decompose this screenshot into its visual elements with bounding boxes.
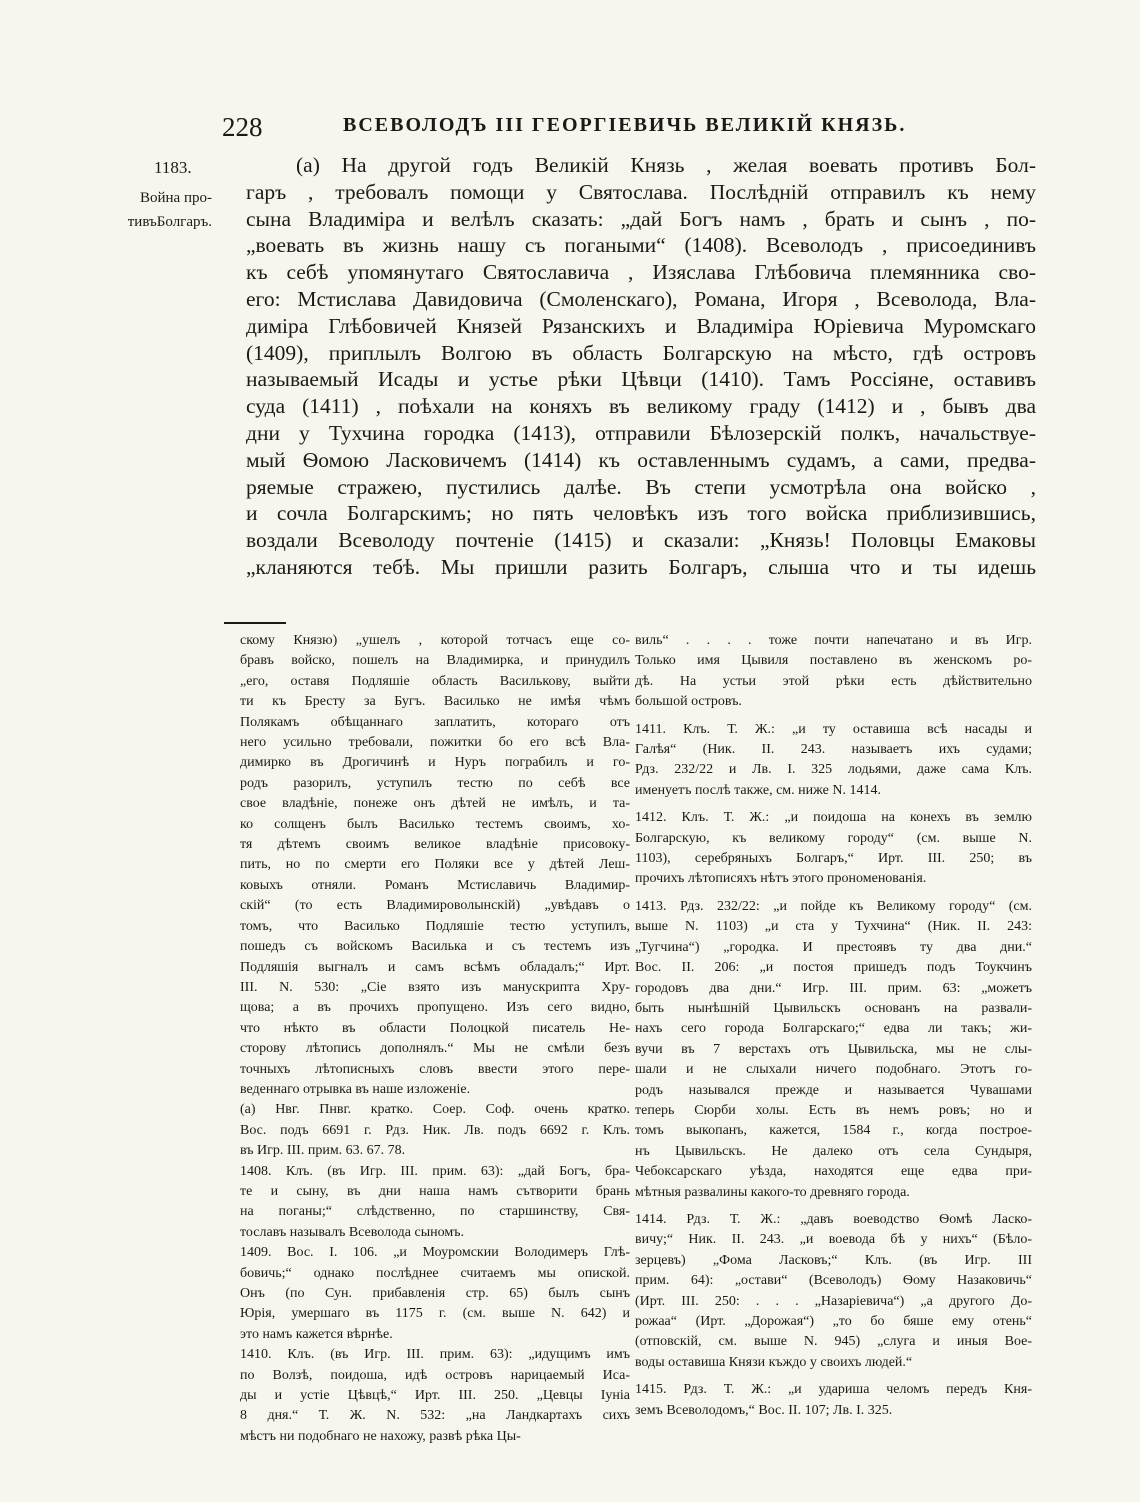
- footnote-line: нахъ сего города Болгарскаго;“ едва ли такъ; жи-: [635, 1021, 1032, 1037]
- footnote-line: родъ назывался прежде и называется Чувашами: [635, 1082, 1032, 1098]
- main-text-line: (1409), приплылъ Волгою въ область Болгарскую на мѣсто, гдѣ островъ: [246, 340, 1036, 365]
- footnote-line: на поганы;“ слѣдственно, по старшинству, Свя-: [240, 1204, 630, 1220]
- footnote-line: (отповскій, см. выше N. 945) „слуга и иныя Вое-: [635, 1334, 1032, 1350]
- footnote-line: тя дѣтемъ своимъ великое владѣніе присовоку-: [240, 837, 630, 853]
- footnote-line: теперь Сюрби холы. Есть въ немъ ровъ; но и: [635, 1102, 1032, 1118]
- footnote-line: те и сыну, въ дни наша намъ сътворити брань: [240, 1183, 630, 1199]
- footnote-line: него усильно требовали, пожитки бо его всѣ Вла-: [240, 735, 630, 751]
- footnote-line: шали и не слыхали ничего подобнаго. Этотъ го-: [635, 1062, 1032, 1078]
- footnote-gap: [635, 1203, 1032, 1210]
- footnote-line: скому Князю) „ушелъ , которой тотчасъ еще со-: [240, 633, 630, 648]
- footnote-line: 1414. Рдз. Т. Ж.: „давъ воеводство Ѳомѣ Ласко-: [635, 1211, 1032, 1227]
- footnote-line: Чебоксарскаго уѣзда, находятся еще едва при-: [635, 1164, 1032, 1180]
- footnote-line: скій“ (то есть Владимироволынскій) „увѣдавъ о: [240, 898, 630, 914]
- footnote-line: вучи въ 7 верстахъ отъ Цывильска, мы не слы-: [635, 1041, 1032, 1057]
- footnote-line: Онъ (по Сун. прибавленія стр. 65) былъ сынъ: [240, 1286, 630, 1301]
- main-text-line: „кланяются тебѣ. Мы пришли разить Болгаръ, слыша что и ты идешь: [246, 554, 1036, 579]
- main-text-line: называемый Исады и устье рѣки Цѣвци (1410). Тамъ Россіяне, оставивъ: [246, 367, 1036, 392]
- footnote-line: мѣстъ ни подобнаго не нахожу, развѣ рѣка Цы-: [240, 1428, 521, 1444]
- main-text-line: (а) На другой годъ Великій Князь , желая воевать противъ Бол-: [296, 153, 1036, 177]
- footnote-line: ды и устіе Цѣвцѣ,“ Ирт. III. 250. „Цевцы Іуніа: [240, 1388, 630, 1404]
- page-number: 228: [222, 112, 263, 142]
- footnote-line: Рдз. 232/22 и Лв. I. 325 лодьями, даже сама Клъ.: [635, 762, 1032, 778]
- footnote-line: 1415. Рдз. Т. Ж.: „и удариша челомъ передъ Кня-: [635, 1382, 1032, 1398]
- footnote-line: щова; а въ прочихъ пропущено. Изъ сего видно,: [240, 1000, 630, 1016]
- footnote-line: прим. 64): „остави“ (Всеволодъ) Ѳому Назаковичь“: [635, 1273, 1032, 1289]
- margin-year: 1183.: [154, 158, 192, 177]
- footnote-line: пошедъ съ войскомъ Василька и съ тестемъ изъ: [240, 939, 630, 955]
- main-text-line: его: Мстислава Давидовича (Смоленскаго), Романа, Игоря , Всеволода, Вла-: [246, 286, 1036, 311]
- footnote-line: Галѣя“ (Ник. II. 243. называетъ ихъ судами;: [635, 742, 1032, 758]
- main-text-line: гаръ , требовалъ помощи у Святослава. Послѣдній отправилъ къ нему: [246, 179, 1036, 204]
- footnote-line: (а) Нвг. Пнвг. кратко. Соер. Соф. очень кратко.: [240, 1102, 630, 1118]
- footnote-line: Полякамъ обѣщаннаго заплатить, котораго отъ: [240, 714, 630, 730]
- footnote-line: Подляшія выгналъ и самъ всѣмъ обладалъ;“ Ирт.: [240, 959, 630, 975]
- footnote-line: именуетъ послѣ также, см. ниже N. 1414.: [635, 782, 881, 798]
- margin-note-line: Война про-: [140, 190, 212, 206]
- footnotes-left-column: [240, 631, 630, 1447]
- footnote-line: большой островъ.: [635, 694, 742, 710]
- footnote-gap: [635, 890, 1032, 897]
- main-text-line: „воевать въ жизнь нашу съ погаными“ (1408). Всеволодъ , присоединивъ: [246, 233, 1036, 258]
- footnote-line: 1410. Клъ. (въ Игр. III. прим. 63): „идущимъ имъ: [240, 1347, 630, 1363]
- footnote-line: по Волзѣ, поидоша, идѣ островъ нарицаемый Иса-: [240, 1367, 630, 1383]
- footnotes-right-column: [635, 631, 1032, 1421]
- main-text-line: суда (1411) , поѣхали на коняхъ въ великому граду (1412) и , бывъ два: [246, 394, 1036, 419]
- footnote-line: бравъ войско, пошелъ на Владимирка, и принудилъ: [240, 653, 630, 669]
- footnote-line: веденнаго отрывка въ наше изложеніе.: [240, 1081, 471, 1097]
- footnote-line: свое владѣніе, понеже онъ дѣтей не имѣлъ, и та-: [240, 796, 630, 812]
- main-text-line: воздали Всеволоду почтеніе (1415) и сказали: „Князь! Половцы Емаковы: [246, 528, 1036, 553]
- footnote-line: городовъ два дни.“ Игр. III. прим. 63: „можетъ: [635, 980, 1032, 996]
- main-text: [246, 152, 1036, 581]
- footnote-line: (Ирт. III. 250: . . . „Назаріевича“) „а другого До-: [635, 1293, 1032, 1309]
- footnote-gap: [635, 713, 1032, 720]
- footnote-line: что нѣкто въ области Полоцкой писатель Не-: [240, 1020, 630, 1036]
- footnote-line: ти къ Бресту за Бугъ. Василько не имѣя чѣмъ: [240, 694, 630, 710]
- footnote-line: дѣ. На устьи этой рѣки есть дѣйствительно: [635, 673, 1032, 689]
- footnote-line: мѣтныя развалины какого-то древняго города.: [635, 1184, 910, 1200]
- main-text-line: къ себѣ упомянутаго Святославича , Изяслава Глѣбовича племянника сво-: [246, 260, 1036, 285]
- footnote-line: томъ выкопанъ, кажется, 1584 г., когда построе-: [635, 1123, 1032, 1139]
- main-text-line: диміра Глѣбовичей Князей Рязанскихъ и Владиміра Юріевича Муромскаго: [246, 313, 1036, 338]
- footnote-line: „Тугчина“) „городка. И престоявъ ту два дни.“: [635, 939, 1032, 955]
- footnote-line: Вос. подъ 6691 г. Рдз. Ник. Лв. подъ 6692 г. Клъ.: [240, 1122, 630, 1138]
- footnote-line: въ Игр. III. прим. 63. 67. 78.: [240, 1143, 406, 1159]
- footnote-line: 1411. Клъ. Т. Ж.: „и ту оставиша всѣ насады и: [635, 721, 1032, 737]
- footnote-line: пить, но по смерти его Поляки все у дѣтей Леш-: [240, 857, 630, 873]
- footnote-rule: [224, 622, 286, 624]
- footnote-line: сторову лѣтопись дополнялъ.“ Мы не смѣли безъ: [240, 1041, 630, 1057]
- footnote-line: бовичь;“ однако послѣднее считаемъ мы опиской.: [240, 1265, 630, 1281]
- main-text-line: и сочла Болгарскимъ; но пять человѣкъ изъ того войска приблизившись,: [246, 501, 1036, 526]
- margin-note-line: тивъБолгаръ.: [127, 214, 212, 230]
- main-text-line: ряемые стражею, пустились далѣе. Въ степи усмотрѣла она войско ,: [246, 474, 1036, 499]
- footnote-line: Болгарскую, къ великому городу“ (см. выше N.: [635, 830, 1032, 846]
- footnote-line: тославъ называлъ Всеволода сыномъ.: [240, 1224, 464, 1240]
- main-text-line: сына Владиміра и велѣлъ сказать: „дай Богъ намъ , брать и сынъ , по-: [246, 206, 1036, 231]
- main-text-line: мый Ѳомою Ласковичемъ (1414) къ оставленнымъ судамъ, а сами, предва-: [246, 447, 1036, 472]
- footnote-line: выше N. 1103) „и ста у Тухчина“ (Ник. II. 243:: [635, 919, 1032, 935]
- footnote-line: виль“ . . . . тоже почти напечатано и въ Игр.: [635, 633, 1032, 648]
- footnote-line: Вос. II. 206: „и постоя пришедъ подъ Тоукчинъ: [635, 960, 1032, 976]
- footnote-line: 1103), серебряныхъ Болгаръ,“ Ирт. III. 250; въ: [635, 851, 1032, 867]
- footnote-line: димирко въ Дрогичинѣ и Нуръ пограбилъ и го-: [240, 755, 630, 771]
- running-head: ВСЕВОЛОДЪ III ГЕОРГІЕВИЧЬ ВЕЛИКІЙ КНЯЗЬ.: [343, 114, 907, 136]
- footnote-line: рожаа“ (Ирт. „Дорожая“) „то бо бяше ему отень“: [635, 1314, 1032, 1329]
- footnote-line: томъ, что Василько Подляшіе тестю уступилъ,: [240, 918, 630, 934]
- footnote-line: быть нынѣшній Цывильскъ основанъ на развали-: [635, 1000, 1032, 1016]
- footnote-line: точныхъ лѣтописныхъ словъ ввести этого пере-: [240, 1061, 630, 1077]
- footnote-line: ко солщенъ былъ Василько тестемъ своимъ, хо-: [240, 816, 630, 832]
- footnote-line: 1408. Клъ. (въ Игр. III. прим. 63): „дай Богъ, бра-: [240, 1163, 630, 1179]
- footnote-line: зерцевъ) „Фома Ласковъ;“ Клъ. (въ Игр. III: [635, 1252, 1032, 1268]
- footnote-line: 1412. Клъ. Т. Ж.: „и поидоша на конехъ въ землю: [635, 810, 1032, 826]
- footnote-line: 1413. Рдз. 232/22: „и пойде къ Великому городу“ (см.: [635, 898, 1032, 914]
- footnote-line: „его, оставя Подляшіе область Василькову, выйти: [240, 673, 630, 689]
- footnote-gap: [635, 801, 1032, 808]
- footnote-line: III. N. 530: „Сіе взято изъ манускрипта Хру-: [240, 979, 630, 995]
- footnote-line: ковыхъ отняли. Романъ Мстиславичь Владимир-: [240, 877, 630, 893]
- footnote-line: 8 дня.“ Т. Ж. N. 532: „на Ландкартахъ сихъ: [240, 1408, 630, 1424]
- footnote-line: Только имя Цывиля поставлено въ женскомъ ро-: [635, 653, 1032, 669]
- footnote-line: 1409. Вос. I. 106. „и Моуромскии Володимеръ Глѣ-: [240, 1245, 630, 1261]
- footnote-line: родъ разорилъ, уступилъ тестю по себѣ все: [240, 775, 630, 791]
- footnote-line: прочихъ лѣтописяхъ нѣтъ этого прономенованія.: [635, 871, 927, 887]
- margin-note: [112, 186, 212, 234]
- footnote-line: вичу;“ Ник. II. 243. „и воевода бѣ у нихъ“ (Бѣло-: [635, 1232, 1032, 1248]
- footnote-line: Юрія, умершаго въ 1175 г. (см. выше N. 642) и: [240, 1306, 630, 1322]
- footnote-gap: [635, 1373, 1032, 1380]
- footnote-line: воды оставиша Князи къждо у своихъ людей.“: [635, 1354, 913, 1370]
- footnote-line: нъ Цывильскъ. Не далеко отъ села Сундыря,: [635, 1143, 1032, 1159]
- main-text-line: дни у Тухчина городка (1413), отправили Бѣлозерскій полкъ, начальствуе-: [246, 420, 1036, 445]
- footnote-line: это намъ кажется вѣрнѣе.: [240, 1326, 393, 1342]
- footnote-line: земъ Всеволодомъ,“ Вос. II. 107; Лв. I. 325.: [635, 1402, 893, 1418]
